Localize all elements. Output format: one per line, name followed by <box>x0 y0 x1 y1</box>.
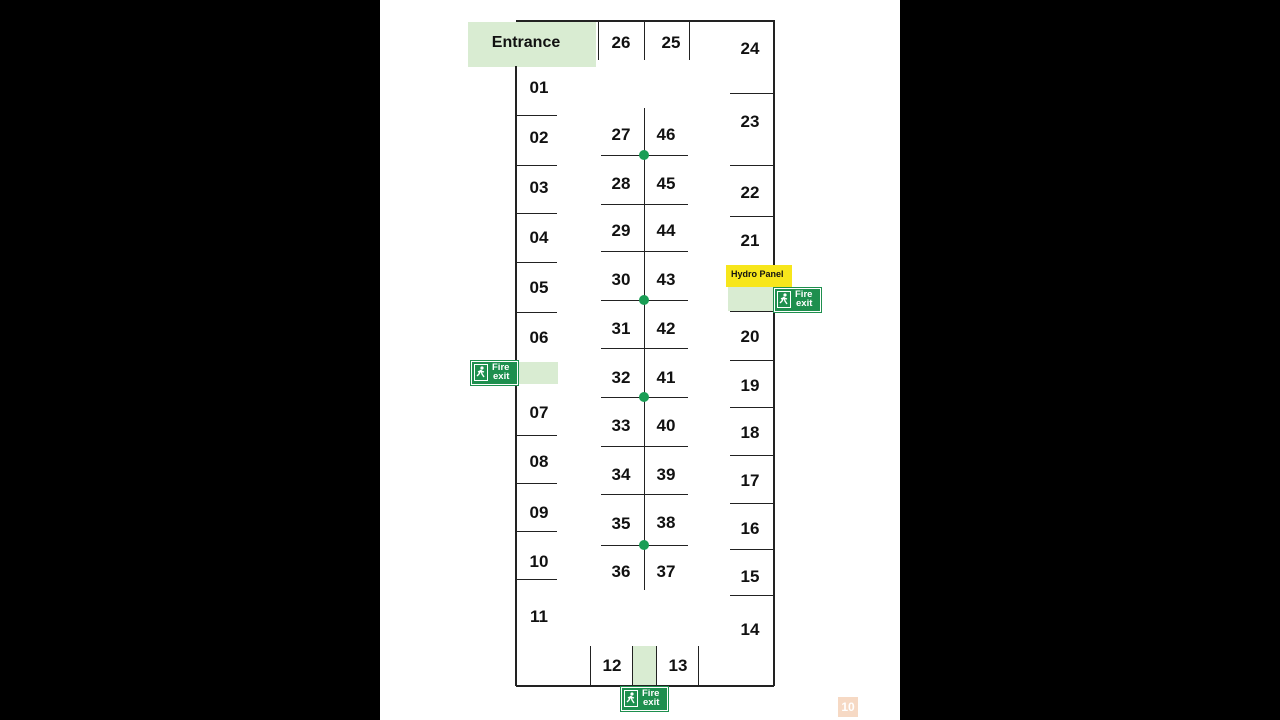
stall-25: 25 <box>661 33 681 52</box>
stall-36: 36 <box>611 562 631 581</box>
divider <box>516 115 557 116</box>
stall-10: 10 <box>529 552 549 571</box>
divider <box>689 20 690 60</box>
stall-41: 41 <box>656 368 676 387</box>
stall-43: 43 <box>656 270 676 289</box>
stall-37: 37 <box>656 562 676 581</box>
stall-39: 39 <box>656 465 676 484</box>
stall-38: 38 <box>656 513 676 532</box>
divider <box>730 549 774 550</box>
stall-21: 21 <box>740 231 760 250</box>
divider <box>730 93 774 94</box>
divider <box>516 165 557 166</box>
divider <box>730 595 774 596</box>
fire-exit-text-1: Fire <box>642 688 660 699</box>
stall-23: 23 <box>740 112 760 131</box>
stall-42: 42 <box>656 319 676 338</box>
stall-40: 40 <box>656 416 676 435</box>
stall-27: 27 <box>611 125 631 144</box>
divider <box>516 483 557 484</box>
fire-exit-zone-right <box>728 287 774 311</box>
wall-right <box>773 20 775 686</box>
stall-44: 44 <box>656 221 676 240</box>
fire-exit-text-2: exit <box>643 697 660 708</box>
stall-22: 22 <box>740 183 760 202</box>
divider <box>516 312 557 313</box>
fire-exit-text-2: exit <box>796 298 813 309</box>
stall-29: 29 <box>611 221 631 240</box>
divider <box>730 503 774 504</box>
stall-34: 34 <box>611 465 631 484</box>
stall-04: 04 <box>529 228 549 247</box>
running-man-icon <box>624 690 638 707</box>
fire-exit-zone-left <box>516 362 558 384</box>
stall-15: 15 <box>740 567 760 586</box>
stall-45: 45 <box>656 174 676 193</box>
fire-exit-text-1: Fire <box>795 289 813 300</box>
divider <box>590 646 591 686</box>
stall-28: 28 <box>611 174 631 193</box>
divider <box>516 531 557 532</box>
stall-18: 18 <box>740 423 760 442</box>
divider <box>656 646 657 686</box>
fire-exit-text-1: Fire <box>492 362 510 373</box>
hydro-point <box>639 150 649 160</box>
divider <box>516 435 557 436</box>
stall-46: 46 <box>656 125 676 144</box>
divider <box>730 360 774 361</box>
stall-26: 26 <box>611 33 631 52</box>
entrance-label: Entrance <box>491 34 561 51</box>
hydro-panel-label: Hydro Panel <box>726 265 792 287</box>
divider <box>601 204 688 205</box>
divider <box>601 348 688 349</box>
running-man-icon <box>474 364 488 381</box>
divider <box>601 446 688 447</box>
stall-19: 19 <box>740 376 760 395</box>
divider <box>601 251 688 252</box>
stall-17: 17 <box>740 471 760 490</box>
divider <box>730 455 774 456</box>
divider <box>516 579 557 580</box>
fire-exit-sign-bottom <box>621 687 668 711</box>
divider <box>730 407 774 408</box>
stall-31: 31 <box>611 319 631 338</box>
stall-02: 02 <box>529 128 549 147</box>
fire-exit-zone-bottom <box>632 646 656 686</box>
fire-exit-sign-left <box>471 361 518 385</box>
divider <box>644 20 645 60</box>
stall-09: 09 <box>529 503 549 522</box>
stall-30: 30 <box>611 270 631 289</box>
stall-33: 33 <box>611 416 631 435</box>
running-man-icon <box>777 291 791 308</box>
stall-16: 16 <box>740 519 760 538</box>
stall-11: 11 <box>530 607 548 626</box>
divider <box>730 165 774 166</box>
stall-08: 08 <box>529 452 549 471</box>
divider <box>598 20 599 60</box>
fire-exit-sign-right <box>774 288 821 312</box>
floor-plan-slide <box>380 0 900 720</box>
divider <box>632 646 633 686</box>
divider <box>516 213 557 214</box>
hydro-point <box>639 540 649 550</box>
divider <box>730 311 774 312</box>
page-number: 10 <box>838 697 858 717</box>
stall-03: 03 <box>529 178 549 197</box>
divider <box>698 646 699 686</box>
hydro-point <box>639 392 649 402</box>
stall-07: 07 <box>529 403 549 422</box>
stall-20: 20 <box>740 327 760 346</box>
stall-06: 06 <box>529 328 549 347</box>
stall-14: 14 <box>740 620 760 639</box>
stall-32: 32 <box>611 368 631 387</box>
stall-01: 01 <box>529 78 549 97</box>
stall-24: 24 <box>740 39 760 58</box>
stall-12: 12 <box>602 656 622 675</box>
stall-35: 35 <box>611 514 631 533</box>
fire-exit-text-2: exit <box>493 371 510 382</box>
hydro-point <box>639 295 649 305</box>
divider <box>601 494 688 495</box>
stall-13: 13 <box>668 656 688 675</box>
stall-05: 05 <box>529 278 549 297</box>
divider <box>516 262 557 263</box>
divider <box>730 216 774 217</box>
